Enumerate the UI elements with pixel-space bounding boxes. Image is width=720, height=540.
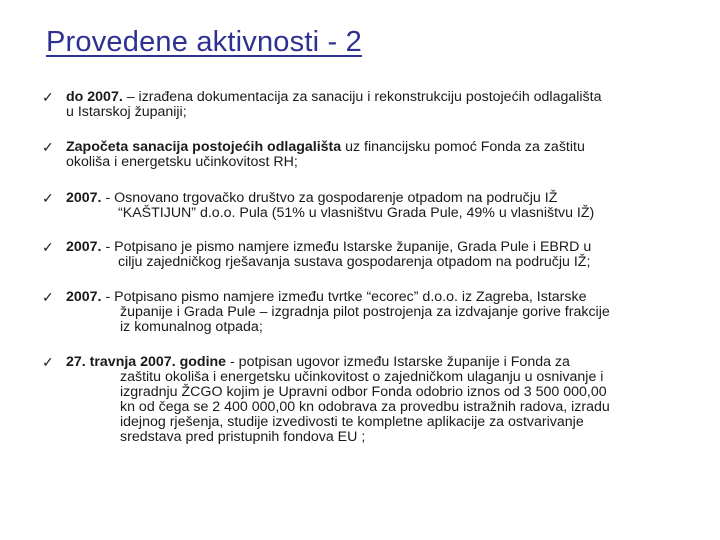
checkmark-icon: ✓	[42, 190, 54, 206]
item-text-line: “KAŠTIJUN” d.o.o. Pula (51% u vlasništvu Grada Pule, 49% u vlasništvu IŽ)	[118, 205, 595, 221]
item-date: 2007.	[66, 190, 102, 206]
list-item	[42, 90, 682, 120]
item-date: do 2007.	[66, 89, 123, 105]
item-text: uz financijsku pomoć Fonda za zaštitu	[341, 139, 585, 155]
item-date: 2007.	[66, 289, 102, 305]
checkmark-icon: ✓	[42, 89, 54, 105]
list-item	[42, 290, 682, 335]
item-text: – izrađena dokumentacija za sanaciju i rekonstrukciju postojećih odlagališta	[122, 89, 602, 105]
checkmark-icon: ✓	[42, 289, 54, 305]
activity-list	[42, 89, 682, 445]
item-date: 27. travnja 2007. godine	[66, 354, 227, 370]
item-text-line: županije i Grada Pule – izgradnja pilot postrojenja za izdvajanje gorive frakcije	[120, 304, 610, 320]
item-heading: Započeta sanacija postojećih odlagališta	[66, 139, 342, 155]
item-text-line: iz komunalnog otpada;	[120, 319, 263, 335]
item-text: - Potpisano je pismo namjere između Istarske županije, Grada Pule i EBRD u	[101, 239, 592, 255]
slide-title: Provedene aktivnosti - 2	[46, 26, 362, 58]
item-text-line: u Istarskoj županiji;	[66, 104, 187, 120]
checkmark-icon: ✓	[42, 239, 54, 255]
list-item	[42, 355, 682, 445]
item-text-line: cilju zajedničkog rješavanja sustava gospodarenja otpadom na području IŽ;	[118, 254, 591, 270]
item-text-line: sredstava pred pristupnih fondova EU ;	[120, 429, 366, 445]
item-text: - Osnovano trgovačko društvo za gospodarenje otpadom na području IŽ	[101, 190, 558, 206]
item-text: - Potpisano pismo namjere između tvrtke “ecorec” d.o.o. iz Zagreba, Istarske	[101, 289, 587, 305]
checkmark-icon: ✓	[42, 139, 54, 155]
item-text-line: kn od čega se 2 400 000,00 kn odobrava za provedbu istražnih radova, izradu	[120, 399, 610, 415]
checkmark-icon: ✓	[42, 354, 54, 370]
item-text-line: okoliša i energetsku učinkovitost RH;	[66, 154, 298, 170]
item-text-line: zaštitu okoliša i energetsku učinkovitost o zajedničkom ulaganju u osnivanje i	[120, 369, 604, 385]
item-text: - potpisan ugovor između Istarske županije i Fonda za	[226, 354, 570, 370]
item-date: 2007.	[66, 239, 102, 255]
list-item	[42, 240, 682, 270]
item-text-line: izgradnju ŽCGO kojim je Upravni odbor Fonda odobrio iznos od 3 500 000,00	[120, 384, 607, 400]
list-item	[42, 191, 682, 221]
list-item	[42, 140, 682, 170]
item-text-line: idejnog rješenja, studije izvedivosti te kompletne aplikacije za ostvarivanje	[120, 414, 584, 430]
